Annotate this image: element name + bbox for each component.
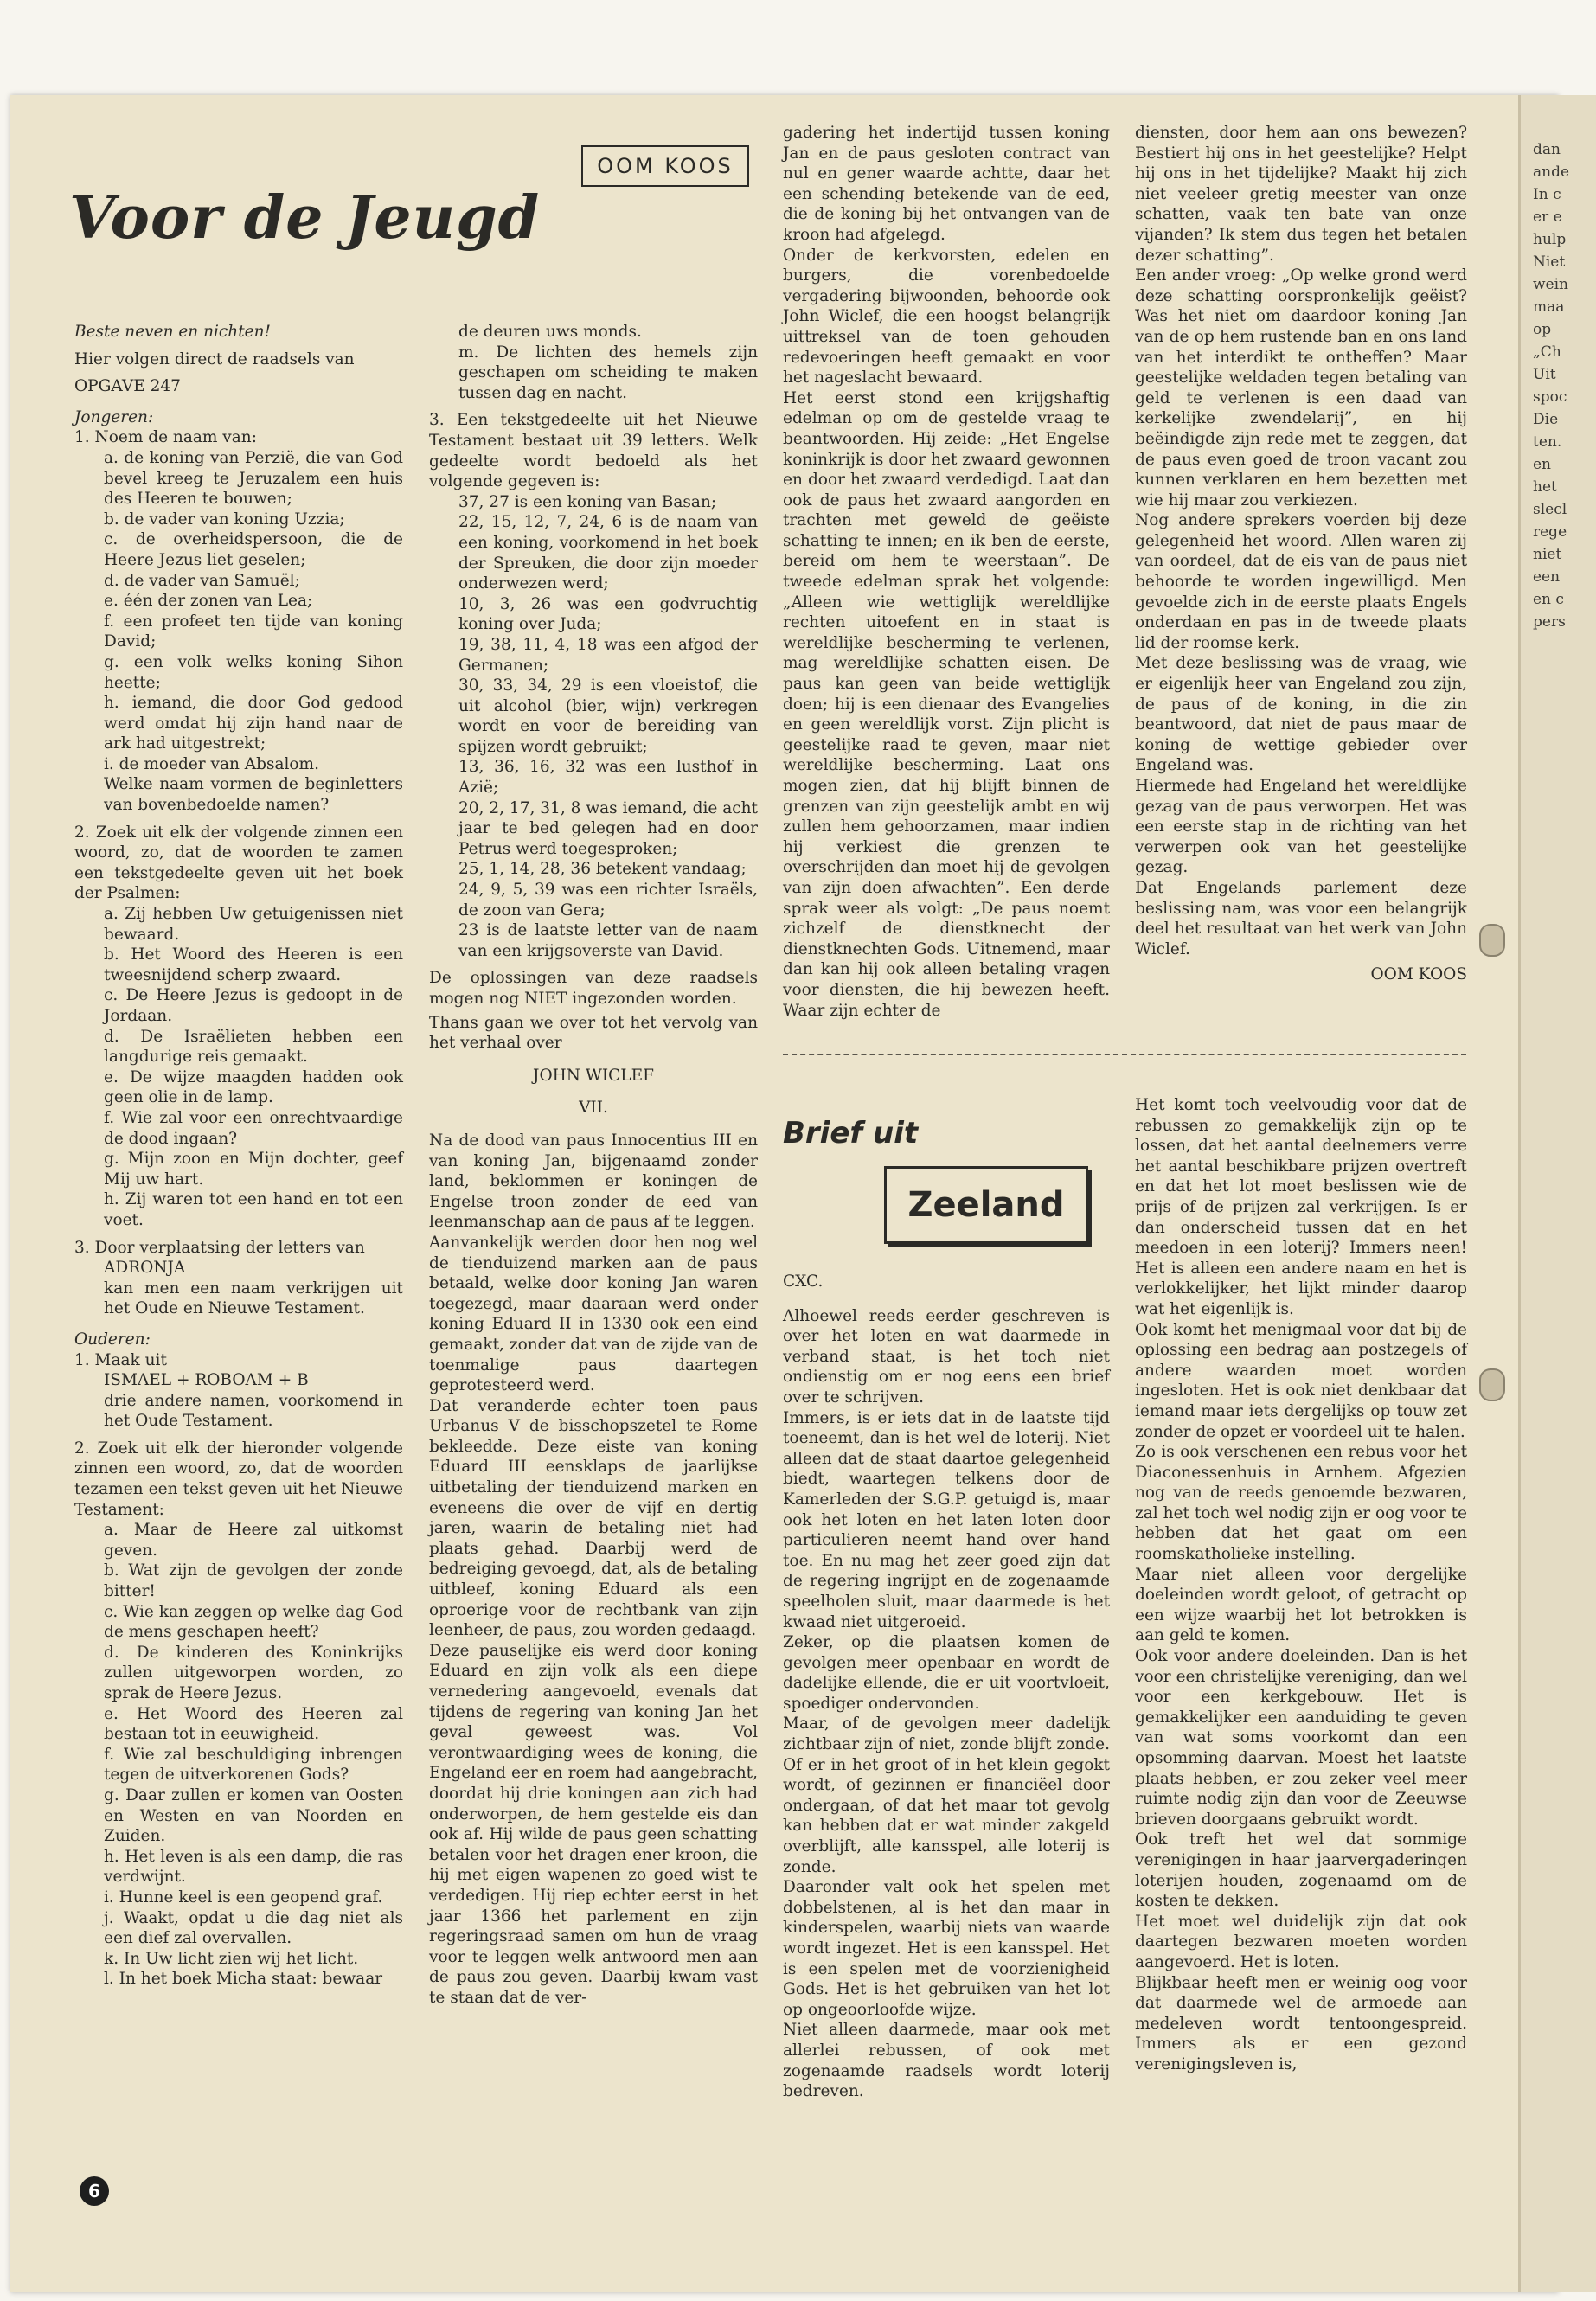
q1-item: i. de moeder van Absalom. — [104, 754, 319, 773]
o2-item: e. Het Woord des Heeren zal bestaan tot in eeuwigheid. — [104, 1704, 403, 1744]
fragment-line: ande — [1533, 163, 1570, 181]
o2-item: a. Maar de Heere zal uitkomst geven. — [104, 1521, 403, 1560]
col2-q3-item: 10, 3, 26 was een godvruchtig koning over Juda; — [458, 594, 758, 634]
brief-paragraph: Ook komt het menigmaal voor dat bij de oplossing een bedrag aan postzegels of andere waarden moet worden ingesloten. Het is ook niet denkbaar dat iemand maar iets dergelijks op touw zet zonder de opzet er voordeel uit te halen. — [1135, 1320, 1467, 1441]
column-3 — [783, 123, 1110, 1021]
o2-item: i. Hunne keel is een geopend graf. — [104, 1888, 383, 1907]
brief-number: CXC. — [783, 1272, 824, 1291]
q3-end: kan men een naam verkrijgen uit het Oude en Nieuwe Testament. — [104, 1279, 403, 1318]
q2-item: h. Zij waren tot een hand en tot een voet. — [104, 1190, 403, 1229]
col2-q3-item: 13, 36, 16, 32 was een lusthof in Azië; — [458, 758, 758, 798]
brief-label: Brief uit — [783, 1116, 919, 1150]
q2-item: d. De Israëlieten hebben een langdurige reis gemaakt. — [104, 1027, 403, 1067]
q1-item: a. de koning van Perzië, die van God bevel kreeg te Jeruzalem een huis des Heeren te bouwen; — [104, 448, 403, 509]
q2-item: g. Mijn zoon en Mijn dochter, geef Mij uw hart. — [104, 1150, 403, 1189]
fragment-line: spoc — [1533, 388, 1567, 406]
brief-paragraph: Zo is ook verschenen een rebus voor het Diaconessenhuis in Arnhem. Afgezien nog van de reeds genoemde bezwaren, zal het toch wel nodig zijn er oog voor te hebben dat het gaat om een roomskatholieke instelling. — [1135, 1443, 1467, 1564]
o1-formula: ISMAEL + ROBOAM + B — [104, 1371, 309, 1390]
column-4 — [1135, 123, 1467, 985]
fragment-line: „Ch — [1533, 343, 1561, 361]
column-4-paragraphs — [1135, 123, 1467, 959]
story-paragraph: Onder de kerkvorsten, edelen en burgers, die vorenbedoelde vergadering bijwoonden, behoorde ook John Wiclef, die een hoogst belangrijk uittreksel van de toen gehouden redevoeringen heeft gemaakt en voor het nageslacht bewaard. — [783, 246, 1110, 388]
column-1 — [74, 322, 403, 1990]
story-paragraph: Na de dood van paus Innocentius III en van koning Jan, bijgenaamd zonder land, beklommen er koningen de Engelse troon zonder de eed van leenmanschap aan de paus af te leggen. — [429, 1131, 758, 1232]
col2-q3-item: 19, 38, 11, 4, 18 was een afgod der Germanen; — [458, 635, 758, 675]
q1-item: g. een volk welks koning Sihon heette; — [104, 652, 403, 692]
fragment-line: Niet — [1533, 253, 1566, 271]
story-paragraph: Deze pauselijke eis werd door koning Eduard en zijn volk als een diepe vernedering aangevoeld, evenals dat tijdens de regering van koning Jan het geval geweest was. Vol verontwaardiging wees de koning, die Engeland eer en roem had aangebracht, doordat hij drie koningen aan zich had onderworpen, de hem gestelde eis dan ook af. Hij wilde de paus geen schatting betalen voor het dragen ener kroon, die hij met eigen wapenen zo goed wist te verdedigen. Hij riep echter eerst in het jaar 1366 het parlement en zijn regeringsraad samen om hun de vraag voor te leggen welk antwoord men aan de paus zou geven. Daarbij kwam vast te staan dat de ver- — [429, 1641, 758, 2007]
fragment-line: dan — [1533, 141, 1561, 158]
brief-column-1 — [783, 1272, 1110, 2102]
o2: 2. Zoek uit elk der hieronder volgende zinnen een woord, zo, dat de woorden tezamen een tekst geven uit het Nieuwe Testament: a. Maar de Heere zal uitkomst geven. b. Wat zijn de gevolgen der zonde bitter! c. Wie kan zeggen op welke dag God de mens geschapen heeft? d. De kinderen des Koninkrijks zullen uitgeworpen worden, zo sprak de Heere Jezus. e. Het Woord des Heeren zal bestaan tot in eeuwigheid. f. Wie zal beschuldiging inbrengen tegen de uitverkorenen Gods? g. Daar zullen er komen van Oosten en Westen en van Noorden en Zuiden. h. Het leven is als een damp, die ras verdwijnt. i. Hunne keel is een geopend graf. j. Waakt, opdat u die dag niet als een dief zal overvallen. k. In Uw licht zien wij het licht. l. In het boek Micha staat: bewaar — [74, 1439, 403, 1989]
q2-item: f. Wie zal voor een onrechtvaardige de dood ingaan? — [104, 1108, 403, 1148]
page-title: Voor de Jeugd — [69, 183, 541, 253]
o2-item: j. Waakt, opdat u die dag niet als een dief zal overvallen. — [104, 1908, 403, 1948]
binding-hole — [1479, 1368, 1505, 1401]
q2-item: c. De Heere Jezus is gedoopt in de Jordaan. — [104, 986, 403, 1025]
o2-item: b. Wat zijn de gevolgen der zonde bitter! — [104, 1561, 403, 1601]
fragment-line: niet — [1533, 546, 1562, 563]
col2-q3-items — [429, 492, 758, 962]
q3: 3. Door verplaatsing der letters van ADRONJA kan men een naam verkrijgen uit het Oude en Nieuwe Testament. — [74, 1238, 403, 1318]
col2-q3-item: 30, 33, 34, 29 is een vloeistof, die uit alcohol (bier, wijn) verkregen wordt en voor de bereiding van spijzen wordt gebruikt; — [458, 676, 758, 756]
opgave-label: OPGAVE 247 — [74, 377, 181, 396]
q1-item: d. de vader van Samuël; — [104, 571, 300, 590]
oplossingen-note: De oplossingen van deze raadsels mogen nog NIET ingezonden worden. — [429, 969, 758, 1008]
fragment-line: pers — [1533, 613, 1566, 631]
story-paragraph: Met deze beslissing was de vraag, wie er eigenlijk heer van Engeland zou zijn, de paus of de koning, in die zin beantwoord, dat niet de paus maar de koning de wettige gebieder over Engeland was. — [1135, 654, 1467, 775]
fragment-line: en — [1533, 456, 1552, 473]
q1-end: Welke naam vormen de beginletters van bovenbedoelde namen? — [104, 775, 403, 815]
q1-item: f. een profeet ten tijde van koning David; — [104, 612, 403, 651]
story-paragraph: Het eerst stond een krijgshaftig edelman op om de gestelde vraag te beantwoorden. Hij zeide: „Het Engelse koninkrijk is door het zwaard gewonnen en door het zwaard verdedigd. Laat dan ook de paus het zwaard aangorden en trachten met geweld de geëiste schatting te innen; en ik ben de eerste, bereid om hem te weerstaan”. De tweede edelman sprak het volgende: „Alleen wie wettiglijk wereldlijke rechten uitoefent en in staat is wereldlijke bescherming te verlenen, mag wereldlijke schatten eisen. De paus kan geen van beide wettiglijk doen; hij is een dienaar des Evangelies en geen wereldlijk vorst. Zijn plicht is geestelijke raad te geven, maar niet wereldlijke bescherming. Laat ons mogen zien, dat hij blijft binnen de grenzen van zijn geestelijk ambt en wij zullen hem gehoorzamen, maar indien hij verkiest die grenzen te overschrijden dan moet hij de gevolgen van zijn doen afwachten”. Een derde sprak weer als volgt: „De paus noemt zichzelf de dienstknecht der dienstknechten Gods. Uitnemend, maar dan kan hij ook alleen betaling vragen voor diensten, die hij bewezen heeft. Waar zijn echter de — [783, 388, 1110, 1020]
q1-item: h. iemand, die door God gedood werd omdat hij zijn hand naar de ark had uitgestrekt; — [104, 694, 403, 753]
o2-item: k. In Uw licht zien wij het licht. — [104, 1949, 359, 1968]
fragment-line: een — [1533, 568, 1561, 586]
q1-item: c. de overheidspersoon, die de Heere Jezus liet geselen; — [104, 530, 403, 569]
greeting: Beste neven en nichten! — [74, 323, 271, 341]
o2-item: f. Wie zal beschuldiging inbrengen tegen de uitverkorenen Gods? — [104, 1745, 403, 1785]
o1-end: drie andere namen, voorkomend in het Oude Testament. — [104, 1391, 403, 1431]
o2-item: c. Wie kan zeggen op welke dag God de mens geschapen heeft? — [104, 1602, 403, 1642]
brief-paragraph: Niet alleen daarmede, maar ook met allerlei rebussen, of ook met zogenaamde raadsels wordt loterij bedreven. — [783, 2021, 1110, 2101]
o2-items — [74, 1520, 403, 1990]
intro: Hier volgen direct de raadsels van — [74, 349, 355, 369]
brief-paragraph: Het komt toch veelvoudig voor dat de rebussen zo gemakkelijk zijn op te lossen, dat het aantal deelnemers verre het aantal beschikbare prijzen overtreft en dat het lot moet beslissen wie de prijs of de prijzen zal verkrijgen. Is er dan onderscheid tussen dat en het meedoen in een loterij? Immers neen! Het is alleen een andere naam en het is verlokkelijker, het lijkt minder daarop wat het eigenlijk is. — [1135, 1096, 1467, 1318]
col2-q3-item: 37, 27 is een koning van Basan; — [458, 492, 717, 511]
o1: 1. Maak uit ISMAEL + ROBOAM + B drie andere namen, voorkomend in het Oude Testament. — [74, 1350, 403, 1431]
brief-paragraph: Ook voor andere doeleinden. Dan is het voor een christelijke vereniging, dan wel voor een kerkgebouw. Het is gemakkelijker een aanduiding te geven van wat soms voorkomt dan een opsomming daarvan. Moest het laatste plaats hebben, er zou zeker veel meer ruimte nodig zijn dan voor de Zeeuwse brieven doorgaans gebruikt wordt. — [1135, 1647, 1467, 1829]
q3-text: Door verplaatsing der letters van — [94, 1238, 365, 1257]
fragment-line: In c — [1533, 186, 1561, 203]
story-title: JOHN WICLEF — [533, 1066, 654, 1085]
brief-column-2 — [1135, 1095, 1467, 2075]
col2-q3-item: 25, 1, 14, 28, 36 betekent vandaag; — [458, 860, 747, 879]
ouderen-heading: Ouderen: — [74, 1330, 151, 1349]
next-page-fragment — [1533, 138, 1593, 2214]
fragment-line: Die — [1533, 411, 1559, 428]
col2-q3-item: 20, 2, 17, 31, 8 was iemand, die acht jaar te bed gelegen had en door Petrus werd toegesproken; — [458, 798, 758, 858]
o2-text: Zoek uit elk der hieronder volgende zinnen een woord, zo, dat de woorden tezamen een tekst geven uit het Nieuwe Testament: — [74, 1439, 403, 1519]
jongeren-heading: Jongeren: — [74, 407, 154, 426]
fragment-line: rege — [1533, 523, 1567, 541]
col2-cont: de deuren uws monds. — [458, 323, 642, 341]
story-paragraph: Dat Engelands parlement deze beslissing nam, was voor een belangrijk deel het resultaat van het werk van John Wiclef. — [1135, 878, 1467, 958]
col2-q3-item: 22, 15, 12, 7, 24, 6 is de naam van een koning, voorkomend in het boek der Spreuken, die door zijn moeder onderwezen werd; — [458, 513, 758, 593]
o2-item: l. In het boek Micha staat: bewaar — [104, 1970, 383, 1989]
fragment-line: en c — [1533, 591, 1564, 608]
story-paragraph: diensten, door hem aan ons bewezen? Bestiert hij ons in het geestelijke? Helpt hij ons in het tijdelijke? Maakt hij zich niet veeleer gretig meester van onze schatten, vaak ten bate van onze vijanden? Ik stem dus tegen het betalen dezer schatting”. — [1135, 124, 1467, 265]
q2-item: e. De wijze maagden hadden ook geen olie in de lamp. — [104, 1067, 403, 1107]
fragment-line: er e — [1533, 208, 1562, 226]
q1-item: e. één der zonen van Lea; — [104, 592, 313, 611]
column-2: de deuren uws monds. m. De lichten des hemels zijn geschapen om scheiding te maken tussen dag en nacht. 3. Een tekstgedeelte uit het Nieuwe Testament bestaat uit 39 letters. Welk gedeelte wordt bedoeld als het volgende gegeven is: 37, 27 is een koning van Basan; 22, 15, 12, 7, 24, 6 is de naam van een koning, voorkomend in het boek der Spreuken, die door zijn moeder onderwezen werd; 10, 3, 26 was een godvruchtig koning over Juda; 19, 38, 11, 4, 18 was een afgod der Germanen; 30, 33, 34, 29 is een vloeistof, die uit alcohol (bier, wijn) verkregen wordt en voor de bereiding van spijzen wordt gebruikt; 13, 36, 16, 32 was een lusthof in Azië; 20, 2, 17, 31, 8 was iemand, die acht jaar te bed gelegen had en door Petrus werd toegesproken; 25, 1, 14, 28, 36 betekent vandaag; 24, 9, 5, 39 was een richter Israëls, de zoon van Gera; 23 is de laatste letter van de naam van een krijgsoverste van David. De oplossingen van deze raadsels mogen nog NIET ingezonden worden. Thans gaan we over tot het vervolg van het verhaal over JOHN WICLEF VII. Na de dood van paus Innocentius III en van koning Jan, bijgenaamd zonder land, beklommen er koningen de Engelse troon zonder de eed van leenmanschap aan de paus af te leggen. Aanvankelijk werden door hen nog wel de tienduizend marken aan de paus betaald, welke door koning Jan waren toegezegd, maar daaraan werd onder koning Eduard II in 1330 ook een eind gemaakt, zonder dat van de zijde van de toenmalige paus daartegen geprotesteerd werd. Dat veranderde echter toen paus Urbanus V de bisschopszetel te Rome bekleedde. Deze eiste van koning Eduard III eensklaps de jaarlijkse uitbetaling der tienduizend marken en eveneens die over de vijf en dertig jaren, waarin de betaling niet had plaats gehad. Daarbij werd de bedreiging gevoegd, dat, als de betaling uitbleef, koning Eduard als een oproerige voor de rechtbank van zijn leenheer, de paus, zou worden gedaagd. Deze pauselijke eis werd door koning Eduard en zijn volk als een diepe vernedering aangevoeld, evenals dat tijdens de regering van koning Jan het geval geweest was. Vol verontwaardiging wees de koning, die Engeland eer en roem had aangebracht, doordat hij drie koningen aan zich had onderworpen, de hem gestelde eis dan ook af. Hij wilde de paus geen schatting betalen voor het dragen ener kroon, die hij met eigen wapenen zo goed wist te verdedigen. Hij riep echter eerst in het jaar 1366 het parlement en zijn regeringsraad samen om hun de vraag voor te leggen welk antwoord men aan de paus zou geven. Daarbij kwam vast te staan dat de ver- — [429, 323, 758, 2007]
fragment-line: het — [1533, 478, 1557, 496]
section-tag: OOM KOOS — [581, 145, 749, 187]
o2-item: g. Daar zullen er komen van Oosten en Westen en van Noorden en Zuiden. — [104, 1785, 403, 1846]
q2-item: b. Het Woord des Heeren is een tweesnijdend scherp zwaard. — [104, 945, 403, 984]
col2-q3: Een tekstgedeelte uit het Nieuwe Testament bestaat uit 39 letters. Welk gedeelte wordt bedoeld als het volgende gegeven is: — [429, 411, 758, 491]
fragment-line: op — [1533, 321, 1552, 338]
brief-paragraph: Maar, of de gevolgen meer dadelijk zichtbaar zijn of niet, zonde blijft zonde. Of er in het groot of in het klein gegokt wordt, of gezinnen er financiëel door ondergaan, of dat het maar tot gevolg kan hebben dat er wat minder zakgeld overblijft, alle kansspel, alle loterij is zonde. — [783, 1715, 1110, 1876]
story-paragraph: Een ander vroeg: „Op welke grond werd deze schatting oorspronkelijk geëist? Was het niet om daardoor koning Jan van de op hem rustende ban en ons land van het interdikt te ontheffen? Maar geestelijke weldaden tegen betaling van geld te verlenen is een daad van kerkelijke zwendelarij”, en hij beëindigde zijn rede met te zeggen, dat de paus even goed de troon vacant zou kunnen verklaren en hem bezetten met wie hij maar zou verkiezen. — [1135, 266, 1467, 510]
q3-word: ADRONJA — [104, 1259, 186, 1278]
story-paragraphs — [429, 1131, 758, 2009]
q1-text: Noem de naam van: — [94, 428, 257, 447]
o1-text: Maak uit — [94, 1350, 167, 1369]
q1: 1. Noem de naam van: a. de koning van Perzië, die van God bevel kreeg te Jeruzalem een huis des Heeren te bouwen; b. de vader van koning Uzzia; c. de overheidspersoon, die de Heere Jezus liet geselen; d. de vader van Samuël; e. één der zonen van Lea; f. een profeet ten tijde van koning David; g. een volk welks koning Sihon heette; h. iemand, die door God gedood werd omdat hij zijn hand naar de ark had uitgestrekt; i. de moeder van Absalom. Welke naam vormen de beginletters van bovenbedoelde namen? — [74, 428, 403, 815]
brief-paragraph: Het moet wel duidelijk zijn dat ook daartegen bezwaren moeten worden aangevoerd. Het is loten. — [1135, 1912, 1467, 1971]
thans-text: Thans gaan we over tot het vervolg van het verhaal over — [429, 1013, 758, 1053]
fragment-line: maa — [1533, 298, 1565, 316]
story-paragraph: gadering het indertijd tussen koning Jan en de paus gesloten contract van nul en gener waarde achtte, daar het een schending betekende van de eed, die de koning bij het ontvangen van de kroon had afgelegd. — [783, 124, 1110, 244]
fragment-line: wein — [1533, 276, 1568, 293]
fragment-line: ten. — [1533, 433, 1562, 451]
brief-paragraph: Zeker, op die plaatsen komen de gevolgen meer openbaar en wordt de dadelijke ellende, die er uit voortvloeit, spoediger ondervonden. — [783, 1633, 1110, 1713]
page-number: 6 — [80, 2176, 109, 2206]
col2-q3-item: 24, 9, 5, 39 was een richter Israëls, de zoon van Gera; — [458, 881, 758, 920]
brief-paragraph: Immers, is er iets dat in de laatste tijd toeneemt, dan is het wel de loterij. Niet alleen dat de staat daartoe gelegenheid biedt, waartegen telkens door de Kamerleden der S.G.P. getuigd is, maar ook het loten en het laten loten door particulieren neemt hand over hand toe. En nu mag het zeer goed zijn dat de regering ingrijpt en de zogenaamde speelholen sluit, maar daarmede is het kwaad niet uitgeroeid. — [783, 1408, 1110, 1631]
zeeland-box: Zeeland — [884, 1166, 1088, 1244]
binding-hole — [1479, 924, 1505, 957]
story-paragraph: Nog andere sprekers voerden bij deze gelegenheid het woord. Allen waren zij van oordeel, dat de eis van de paus niet behoorde te worden ingewilligd. Men gevoelde zich in de eerste plaats Engels onderdaan en pas in de tweede plaats lid der roomse kerk. — [1135, 511, 1467, 652]
q2-text: Zoek uit elk der volgende zinnen een woord, zo, dat de woorden te zamen een tekstgedeelte geven uit het boek der Psalmen: — [74, 823, 403, 903]
brief-paragraph: Blijkbaar heeft men er weinig oog voor dat daarmede wel de armoede aan medeleven wordt tentoongespreid. Immers als er een gezond verenigingsleven is, — [1135, 1973, 1467, 2073]
fragment-line: Uit — [1533, 366, 1556, 383]
brief-paragraph: Alhoewel reeds eerder geschreven is over het loten en wat daarmede in verband staat, is het toch niet ondienstig om er nog eens een brief over te schrijven. — [783, 1306, 1110, 1407]
story-paragraph: Hiermede had Engeland het wereldlijke gezag van de paus verworpen. Het was een eerste stap in de richting van het verwerpen ook van het geestelijke gezag. — [1135, 777, 1467, 877]
o2-item: h. Het leven is als een damp, die ras verdwijnt. — [104, 1847, 403, 1887]
story-paragraph: Aanvankelijk werden door hen nog wel de tienduizend marken aan de paus betaald, welke door koning Jan waren toegezegd, maar daaraan werd onder koning Eduard II in 1330 ook een eind gemaakt, zonder dat van de zijde van de toenmalige paus daartegen geprotesteerd werd. — [429, 1233, 758, 1395]
brief-paragraph: Maar niet alleen voor dergelijke doeleinden wordt geloot, of getracht op een wijze waarbij het lot betrokken is aan geld te komen. — [1135, 1565, 1467, 1645]
brief-paragraph: Ook treft het wel dat sommige verenigingen in haar jaarvergaderingen loterijen houden, zogenaamd om de kosten te dekken. — [1135, 1830, 1467, 1911]
fragment-line: hulp — [1533, 231, 1567, 248]
col2-q3-item: 23 is de laatste letter van de naam van een krijgsoverste van David. — [458, 921, 758, 960]
signature: OOM KOOS — [1370, 965, 1467, 984]
brief-paragraphs — [783, 1306, 1110, 2102]
story-paragraph: Dat veranderde echter toen paus Urbanus V de bisschopszetel te Rome bekleedde. Deze eiste van koning Eduard III eensklaps de jaarlijkse uitbetaling der tienduizend marken en eveneens die over de vijf en dertig jaren, waarin de betaling niet had plaats gehad. Daarbij werd de bedreiging gevoegd, dat, als de betaling uitbleef, koning Eduard als een oproerige voor de rechtbank van zijn leenheer, de paus, zou worden gedaagd. — [429, 1396, 758, 1640]
q1-items — [74, 448, 403, 775]
q2-items — [74, 904, 403, 1231]
brief-paragraph: Daaronder valt ook het spelen met dobbelstenen, al is het dan maar in kinderspelen, waarbij niets van waarde wordt ingezet. Het is een kansspel. Het is een spelen met de voorzienigheid Gods. Het is het gebruiken van het lot op ongeoorloofde wijze. — [783, 1878, 1110, 2019]
q2-item: a. Zij hebben Uw getuigenissen niet bewaard. — [104, 905, 403, 944]
o2-item: d. De kinderen des Koninkrijks zullen uitgeworpen worden, zo sprak de Heere Jezus. — [104, 1643, 403, 1702]
q1-item: b. de vader van koning Uzzia; — [104, 510, 345, 529]
col2-item-m: m. De lichten des hemels zijn geschapen om scheiding te maken tussen dag en nacht. — [458, 343, 758, 402]
q2: 2. Zoek uit elk der volgende zinnen een woord, zo, dat de woorden te zamen een tekstgedeelte geven uit het boek der Psalmen: a. Zij hebben Uw getuigenissen niet bewaard. b. Het Woord des Heeren is een tweesnijdend scherp zwaard. c. De Heere Jezus is gedoopt in de Jordaan. d. De Israëlieten hebben een langdurige reis gemaakt. e. De wijze maagden hadden ook geen olie in de lamp. f. Wie zal voor een onrechtvaardige de dood ingaan? g. Mijn zoon en Mijn dochter, geef Mij uw hart. h. Zij waren tot een hand en tot een voet. — [74, 823, 403, 1229]
fragment-line: slecl — [1533, 501, 1567, 518]
section-divider — [783, 1054, 1466, 1055]
chapter-number: VII. — [579, 1099, 608, 1118]
